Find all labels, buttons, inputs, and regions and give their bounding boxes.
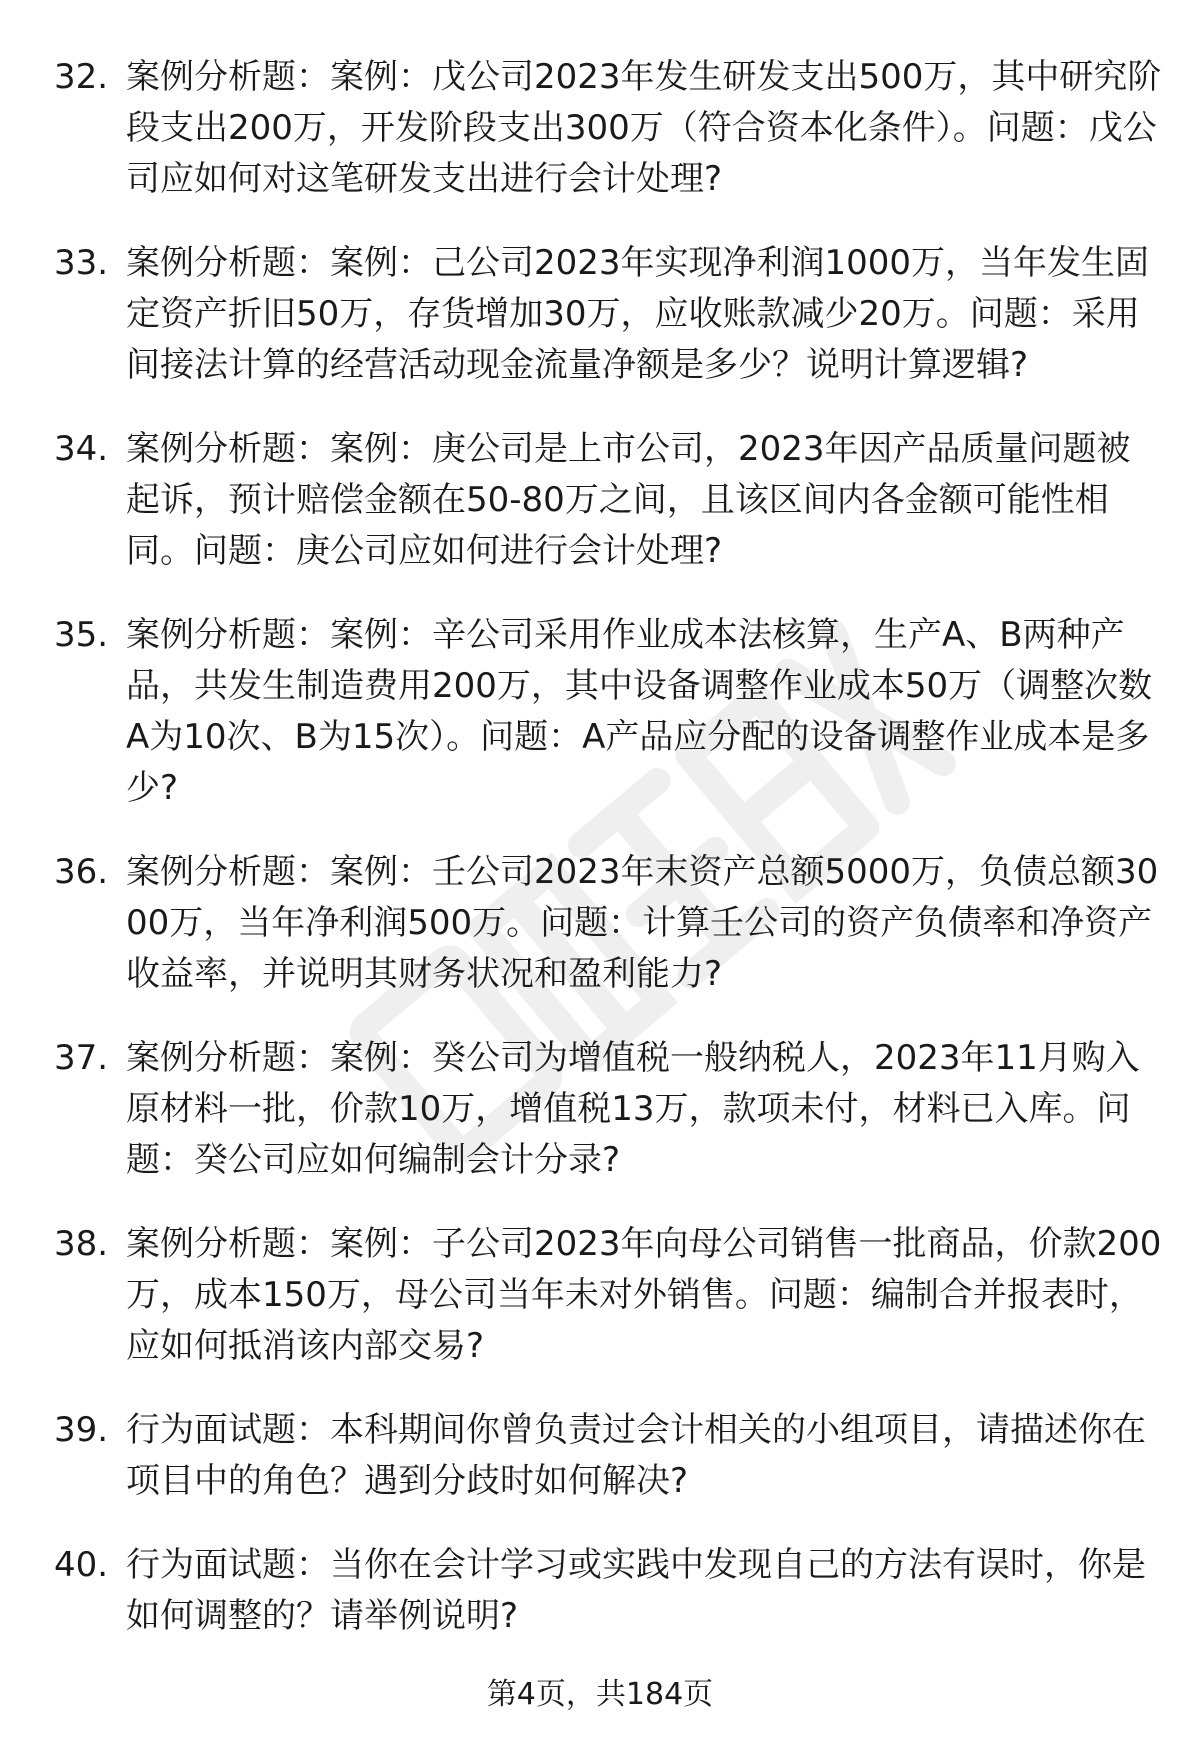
question-text: 案例分析题：案例：庚公司是上市公司，2023年因产品质量问题被起诉，预计赔偿金额在50-80万之间，且该区间内各金额可能性相同。问题：庚公司应如何进行会计处理? [126, 429, 1131, 571]
question-item [54, 238, 1164, 391]
question-item [54, 424, 1164, 577]
question-number: 34. [54, 429, 109, 469]
question-item [54, 1405, 1164, 1507]
question-list [54, 52, 1164, 1675]
question-number: 38. [54, 1224, 109, 1264]
question-text: 案例分析题：案例：辛公司采用作业成本法核算，生产A、B两种产品，共发生制造费用200万，其中设备调整作业成本50万（调整次数A为10次、B为15次）。问题：A产品应分配的设备调整作业成本是多少? [126, 615, 1153, 808]
question-number: 37. [54, 1038, 109, 1078]
question-number: 40. [54, 1545, 109, 1585]
question-item [54, 1033, 1164, 1186]
question-text: 案例分析题：案例：戊公司2023年发生研发支出500万，其中研究阶段支出200万，开发阶段支出300万（符合资本化条件）。问题：戊公司应如何对这笔研发支出进行会计处理? [126, 57, 1162, 199]
question-number: 33. [54, 243, 109, 283]
question-text: 案例分析题：案例：己公司2023年实现净利润1000万，当年发生固定资产折旧50万，存货增加30万，应收账款减少20万。问题：采用间接法计算的经营活动现金流量净额是多少？说明计算逻辑? [126, 243, 1150, 385]
question-item [54, 847, 1164, 1000]
question-number: 35. [54, 615, 109, 655]
question-text: 案例分析题：案例：癸公司为增值税一般纳税人，2023年11月购入原材料一批，价款10万，增值税13万，款项未付，材料已入库。问题：癸公司应如何编制会计分录? [126, 1038, 1140, 1180]
page-number-footer: 第4页，共184页 [486, 1677, 714, 1712]
question-text: 行为面试题：本科期间你曾负责过会计相关的小组项目，请描述你在项目中的角色？遇到分歧时如何解决? [126, 1410, 1146, 1501]
question-item [54, 610, 1164, 814]
question-text: 行为面试题：当你在会计学习或实践中发现自己的方法有误时，你是如何调整的？请举例说明? [126, 1545, 1146, 1636]
question-number: 32. [54, 57, 109, 97]
question-text: 案例分析题：案例：子公司2023年向母公司销售一批商品，价款200万，成本150万，母公司当年未对外销售。问题：编制合并报表时，应如何抵消该内部交易? [126, 1224, 1162, 1366]
question-item [54, 52, 1164, 205]
question-text: 案例分析题：案例：壬公司2023年末资产总额5000万，负债总额3000万，当年净利润500万。问题：计算壬公司的资产负债率和净资产收益率，并说明其财务状况和盈利能力? [126, 852, 1159, 994]
question-number: 36. [54, 852, 109, 892]
question-item [54, 1540, 1164, 1642]
question-number: 39. [54, 1410, 109, 1450]
question-item [54, 1219, 1164, 1372]
